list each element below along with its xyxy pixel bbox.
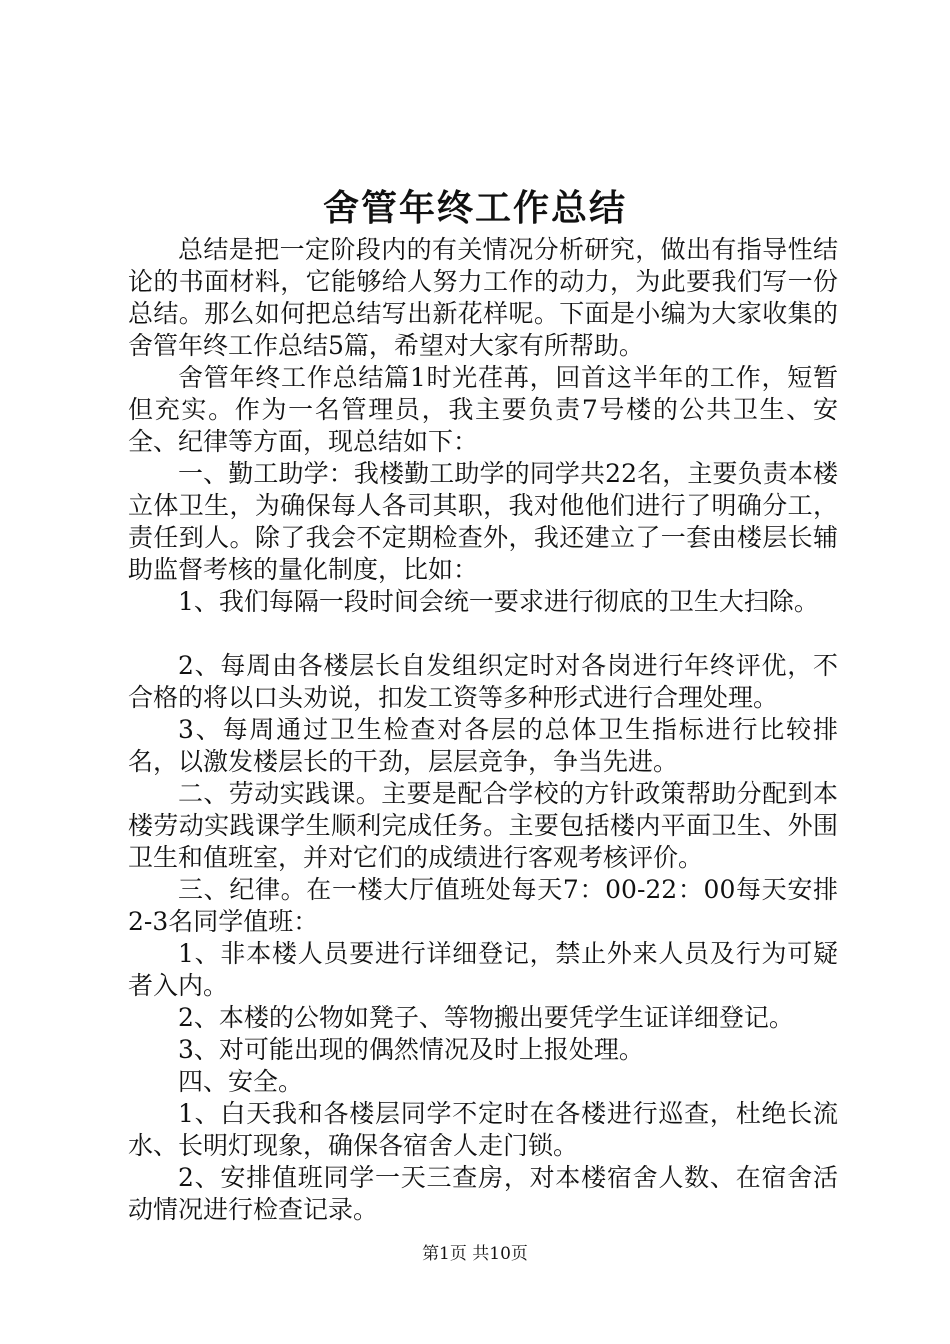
paragraph-item: 2、每周由各楼层长自发组织定时对各岗进行年终评优，不合格的将以口头劝说，扣发工资等多种形式进行合理处理。 bbox=[128, 651, 838, 712]
paragraph-item: 3、每周通过卫生检查对各层的总体卫生指标进行比较排名，以激发楼层长的干劲，层层竞争，争当先进。 bbox=[128, 715, 838, 776]
document-body bbox=[128, 234, 838, 1226]
paragraph-item: 1、我们每隔一段时间会统一要求进行彻底的卫生大扫除。 bbox=[178, 587, 819, 616]
paragraph-section-3: 三、纪律。在一楼大厅值班处每天7：00-22：00每天安排2-3名同学值班： bbox=[128, 875, 838, 936]
paragraph-item: 1、白天我和各楼层同学不定时在各楼进行巡查，杜绝长流水、长明灯现象，确保各宿舍人走门锁。 bbox=[128, 1099, 838, 1160]
document-title: 舍管年终工作总结 bbox=[322, 187, 627, 229]
paragraph-opening: 舍管年终工作总结篇1时光荏苒，回首这半年的工作，短暂但充实。作为一名管理员，我主要负责7号楼的公共卫生、安全、纪律等方面，现总结如下： bbox=[128, 363, 838, 456]
paragraph-item: 2、本楼的公物如凳子、等物搬出要凭学生证详细登记。 bbox=[178, 1003, 794, 1032]
paragraph-item: 2、安排值班同学一天三查房，对本楼宿舍人数、在宿舍活动情况进行检查记录。 bbox=[128, 1163, 838, 1224]
paragraph-section-1: 一、勤工助学：我楼勤工助学的同学共22名，主要负责本楼立体卫生，为确保每人各司其职，我对他他们进行了明确分工，责任到人。除了我会不定期检查外，我还建立了一套由楼层长辅助监督考核的量化制度，比如： bbox=[128, 459, 838, 584]
paragraph-intro: 总结是把一定阶段内的有关情况分析研究，做出有指导性结论的书面材料，它能够给人努力工作的动力，为此要我们写一份总结。那么如何把总结写出新花样呢。下面是小编为大家收集的舍管年终工作总结5篇，希望对大家有所帮助。 bbox=[128, 235, 838, 360]
page-number: 第1页 共10页 bbox=[422, 1244, 528, 1264]
paragraph-section-2: 二、劳动实践课。主要是配合学校的方针政策帮助分配到本楼劳动实践课学生顺利完成任务。主要包括楼内平面卫生、外围卫生和值班室，并对它们的成绩进行客观考核评价。 bbox=[128, 779, 838, 872]
paragraph-section-4: 四、安全。 bbox=[178, 1067, 304, 1096]
paragraph-item: 3、对可能出现的偶然情况及时上报处理。 bbox=[178, 1035, 644, 1064]
paragraph-item: 1、非本楼人员要进行详细登记，禁止外来人员及行为可疑者入内。 bbox=[128, 939, 838, 1000]
